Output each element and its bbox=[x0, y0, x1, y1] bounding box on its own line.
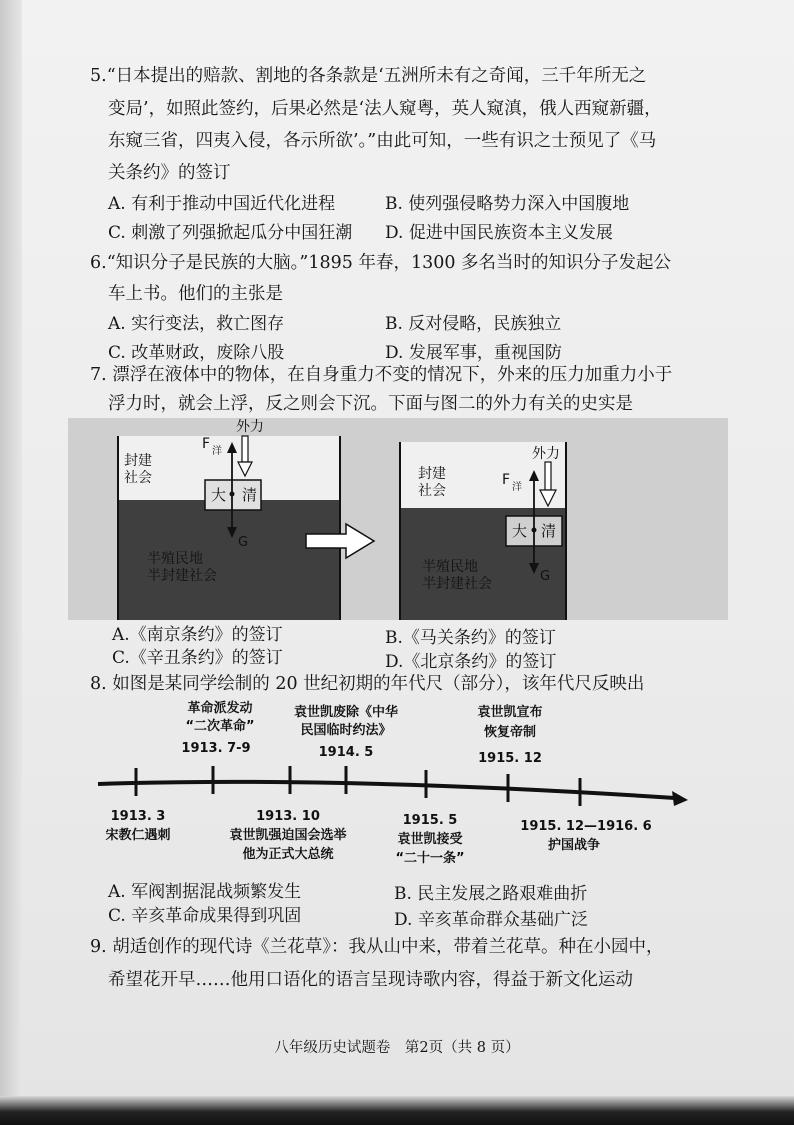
timeline-below-3-desc-1: 袁世凯接受 bbox=[397, 832, 463, 847]
q7-line-1: 7. 漂浮在液体中的物体，在自身重力不变的情况下，外来的压力加重力小于 bbox=[90, 365, 673, 385]
timeline-above-2-desc-1: 袁世凯废除《中华 bbox=[293, 705, 399, 720]
left-feudal-label-1: 封建 bbox=[124, 453, 152, 469]
q5-line-2: 变局’，如照此签约，后果必然是‘法人窥粤，英人窥滇，俄人西窥新疆， bbox=[108, 99, 662, 119]
right-gravity-label: G bbox=[540, 569, 551, 584]
right-container bbox=[400, 442, 566, 620]
timeline-above-3-desc-2: 恢复帝制 bbox=[483, 725, 537, 740]
q6-line-1: 6.“知识分子是民族的大脑。”1895 年春，1300 多名当时的知识分子发起公 bbox=[90, 253, 672, 273]
timeline-below-1-desc-1: 宋教仁遇刺 bbox=[105, 828, 171, 843]
q8-option-c[interactable]: C. 辛亥革命成果得到巩固 bbox=[108, 906, 302, 926]
timeline-above-1-desc-2: “二次革命” bbox=[185, 719, 255, 734]
timeline-below-1-date: 1913. 3 bbox=[110, 809, 166, 824]
right-qing-box-left: 大 bbox=[512, 522, 528, 540]
left-semi-colonial-label-2: 半封建社会 bbox=[147, 568, 217, 584]
q7-option-a[interactable]: A.《南京条约》的签订 bbox=[112, 625, 283, 645]
q8-option-d[interactable]: D. 辛亥革命群众基础广泛 bbox=[394, 910, 588, 930]
q7-option-b[interactable]: B.《马关条约》的签订 bbox=[385, 628, 556, 648]
q9-line-1: 9. 胡适创作的现代诗《兰花草》：我从山中来，带着兰花草。种在小园中， bbox=[90, 937, 664, 957]
q7-option-c[interactable]: C.《辛丑条约》的签订 bbox=[112, 648, 283, 668]
q5-line-3: 东窥三省，四夷入侵，各示所欲’。”由此可知，一些有识之士预见了《马 bbox=[108, 131, 657, 151]
timeline-axis bbox=[98, 782, 675, 798]
q8-option-a[interactable]: A. 军阀割据混战频繁发生 bbox=[108, 882, 302, 902]
right-external-force-arrow bbox=[545, 462, 551, 490]
timeline-above-1-desc-1: 革命派发动 bbox=[187, 701, 253, 716]
q6-option-a[interactable]: A. 实行变法，救亡图存 bbox=[108, 314, 285, 334]
q6-option-c[interactable]: C. 改革财政，废除八股 bbox=[108, 343, 285, 363]
left-gravity-label: G bbox=[238, 535, 249, 550]
left-feudal-label-2: 社会 bbox=[124, 470, 152, 486]
q5-option-b[interactable]: B. 使列强侵略势力深入中国腹地 bbox=[385, 194, 630, 214]
timeline-arrowhead bbox=[672, 791, 688, 806]
timeline-below-2-desc-1: 袁世凯强迫国会选举 bbox=[229, 828, 347, 843]
right-semi-colonial-label-2: 半封建社会 bbox=[422, 576, 492, 592]
timeline-below-2-date: 1913. 10 bbox=[256, 809, 320, 824]
timeline-above-3-date: 1915. 12 bbox=[478, 751, 542, 766]
q6-option-d[interactable]: D. 发展军事，重视国防 bbox=[385, 343, 562, 363]
right-feudal-label-1: 封建 bbox=[418, 466, 446, 482]
timeline-above-2-desc-2: 民国临时约法》 bbox=[300, 723, 392, 738]
q8-option-b[interactable]: B. 民主发展之路艰难曲折 bbox=[394, 884, 588, 904]
left-buoyancy-label: F bbox=[202, 436, 211, 452]
q5-option-a[interactable]: A. 有利于推动中国近代化进程 bbox=[108, 194, 336, 214]
left-buoyancy-sub: 洋 bbox=[212, 446, 222, 457]
right-buoyancy-label: F bbox=[502, 472, 511, 488]
q6-option-b[interactable]: B. 反对侵略，民族独立 bbox=[385, 314, 562, 334]
right-semi-colonial-label-1: 半殖民地 bbox=[422, 559, 478, 575]
q7-option-d[interactable]: D.《北京条约》的签订 bbox=[385, 652, 557, 672]
timeline-below-4-desc-1: 护国战争 bbox=[547, 838, 601, 853]
left-qing-box-left: 大 bbox=[211, 486, 227, 504]
timeline-below-4-date: 1915. 12—1916. 6 bbox=[520, 819, 652, 834]
scan-edge-left bbox=[0, 0, 22, 1125]
timeline-above-1-date: 1913. 7-9 bbox=[181, 741, 251, 756]
timeline-above-3-desc-1: 袁世凯宣布 bbox=[477, 705, 543, 720]
timeline-chart bbox=[90, 696, 690, 872]
left-external-force-label: 外力 bbox=[236, 419, 264, 435]
q5-option-c[interactable]: C. 刺激了列强掀起瓜分中国狂潮 bbox=[108, 223, 353, 243]
right-feudal-label-2: 社会 bbox=[418, 483, 446, 499]
q6-line-2: 车上书。他们的主张是 bbox=[108, 284, 283, 304]
timeline-below-3-desc-2: “二十一条” bbox=[395, 851, 465, 866]
q8-line-1: 8. 如图是某同学绘制的 20 世纪初期的年代尺（部分），该年代尺反映出 bbox=[90, 674, 645, 694]
timeline-below-2-desc-2: 他为正式大总统 bbox=[242, 847, 334, 862]
timeline-above-2-date: 1914. 5 bbox=[318, 745, 374, 760]
left-container bbox=[118, 418, 340, 620]
right-external-force-label: 外力 bbox=[532, 446, 560, 462]
buoyancy-diagram bbox=[68, 418, 728, 620]
scan-edge-bottom bbox=[0, 1096, 794, 1125]
q5-line-1: 5.“日本提出的赔款、割地的各条款是‘五洲所未有之奇闻，三千年所无之 bbox=[90, 66, 647, 86]
right-buoyancy-sub: 洋 bbox=[512, 482, 522, 493]
q9-line-2: 希望花开早……他用口语化的语言呈现诗歌内容，得益于新文化运动 bbox=[108, 970, 633, 990]
page-footer: 八年级历史试题卷 第2页（共 8 页） bbox=[274, 1040, 520, 1056]
q7-line-2: 浮力时，就会上浮，反之则会下沉。下面与图二的外力有关的史实是 bbox=[108, 394, 633, 414]
right-qing-box-right: 清 bbox=[541, 522, 557, 540]
left-semi-colonial-label-1: 半殖民地 bbox=[147, 551, 203, 567]
q5-option-d[interactable]: D. 促进中国民族资本主义发展 bbox=[385, 223, 613, 243]
timeline-below-3-date: 1915. 5 bbox=[402, 813, 458, 828]
left-qing-box-right: 清 bbox=[242, 486, 258, 504]
q5-line-4: 关条约》的签订 bbox=[108, 163, 231, 183]
left-external-force-arrow bbox=[242, 436, 248, 462]
